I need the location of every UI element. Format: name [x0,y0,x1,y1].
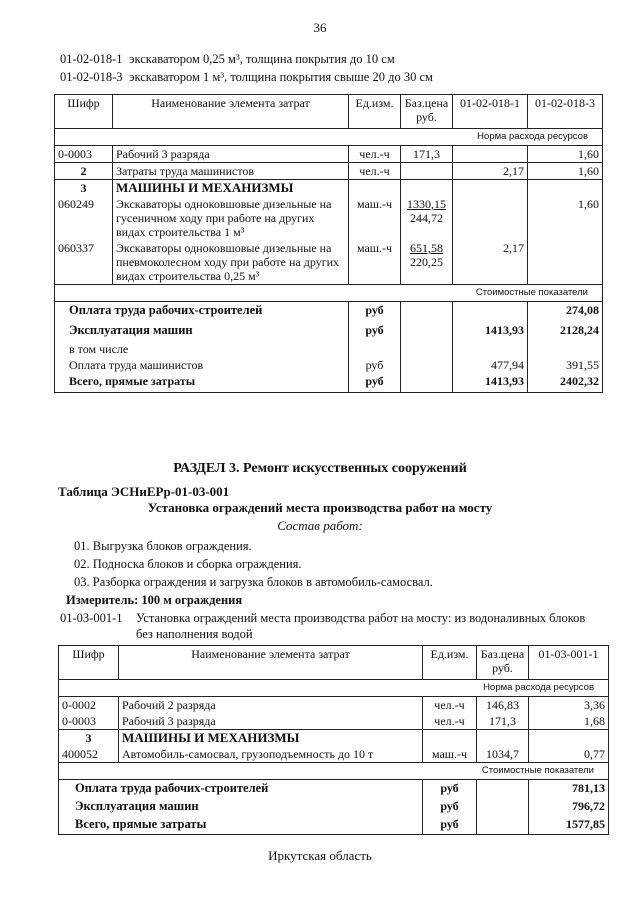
col-header-name: Наименование элемента затрат [119,646,423,680]
work-item: 03. Разборка ограждения и загрузка блоков в автомобиль-самосвал. [74,575,433,589]
cost-v1: 1413,93 [453,318,528,338]
work-composition-label: Состав работ: [277,518,363,533]
row-name: Затраты труда машинистов [113,163,349,180]
row-unit: маш.-ч [349,196,401,240]
page-footer: Иркутская область [268,848,372,863]
item-line [60,611,585,626]
header-text: экскаватором 1 м³, толщина покрытия свыше 20 до 30 см [129,70,433,84]
item-code: 01-03-001-1 [60,611,123,625]
cost-row [55,373,603,393]
row-code: 060249 [55,196,113,240]
section-title: РАЗДЕЛ 3. Ремонт искусственных сооружений [173,461,467,476]
cost-unit: руб [423,780,477,797]
cost-row [55,302,603,319]
row-code: 0-0002 [59,697,119,714]
row-code: 2 [55,163,113,180]
row-price: 171,3 [477,713,529,730]
table-row [55,240,603,285]
header-code: 01-02-018-1 [60,52,123,66]
col-header-name: Наименование элемента затрат [113,95,349,129]
cost-unit: руб [423,796,477,814]
table-row [55,163,603,180]
measurer: Измеритель: 100 м ограждения [66,593,243,607]
row-v1: 1,68 [529,713,609,730]
row-price [401,163,453,180]
row-name: Рабочий 3 разряда [119,713,423,730]
row-unit: чел.-ч [349,146,401,163]
row-v1: 3,36 [529,697,609,714]
row-v1: 2,17 [453,163,528,180]
cost-v1: 477,94 [453,357,528,373]
row-v1 [453,146,528,163]
row-name: Экскаваторы одноковшовые дизельные на гусеничном ходу при работе на других видах строительства 1 м³ [113,196,349,240]
cost-row [55,318,603,338]
row-price: 1034,7 [477,746,529,763]
row-unit: чел.-ч [423,713,477,730]
table-row [59,730,609,747]
row-v2: 1,60 [528,163,603,180]
table-row [55,196,603,240]
row-unit: маш.-ч [423,746,477,763]
col-header-unit: Ед.изм. [423,646,477,680]
cost-label-row [59,763,609,780]
norm-label: Норма расхода ресурсов [59,680,609,697]
table-row [55,146,603,163]
header-text: экскаватором 0,25 м³, толщина покрытия до 10 см [129,52,395,66]
norm-label: Норма расхода ресурсов [55,129,603,146]
work-item: 02. Подноска блоков и сборка ограждения. [74,557,302,571]
row-name: Экскаваторы одноковшовые дизельные на пневмоколесном ходу при работе на других видах строительства 0,25 м³ [113,240,349,285]
row-name: Рабочий 2 разряда [119,697,423,714]
cost-v1: 796,72 [529,796,609,814]
table-row [59,697,609,714]
col-header-price: Баз.цена руб. [477,646,529,680]
cost-name: Оплата труда рабочих-строителей [55,302,349,319]
cost-unit: руб [423,814,477,835]
cost-name: в том числе [55,338,349,357]
row-v2 [528,240,603,285]
row-code: 400052 [59,746,119,763]
work-item: 01. Выгрузка блоков ограждения. [74,539,252,553]
cost-row [55,338,603,357]
cost-name: Всего, прямые затраты [59,814,423,835]
cost-name: Эксплуатация машин [59,796,423,814]
cost-name: Эксплуатация машин [55,318,349,338]
cost-v1: 781,13 [529,780,609,797]
norm-label-row [59,680,609,697]
cost-v2: 2402,32 [528,373,603,393]
cost-v2: 2128,24 [528,318,603,338]
col-header-price: Баз.цена руб. [401,95,453,129]
cost-label: Стоимостные показатели [59,763,609,780]
table-id: Таблица ЭСНиЕРр-01-03-001 [58,484,230,499]
row-v2: 1,60 [528,196,603,240]
row-name: Рабочий 3 разряда [113,146,349,163]
cost-v2: 274,08 [528,302,603,319]
cost-row [59,814,609,835]
resource-table-2 [58,645,609,835]
row-name: МАШИНЫ И МЕХАНИЗМЫ [113,180,349,197]
norm-label-row [55,129,603,146]
header-line-1 [60,52,395,67]
col-header-code: Шифр [59,646,119,680]
table-header-row [59,646,609,680]
cost-unit: руб [349,373,401,393]
row-v1: 2,17 [453,240,528,285]
cost-label-row [55,285,603,302]
header-line-2 [60,70,433,85]
page-number: 36 [313,20,327,35]
row-name: Автомобиль-самосвал, грузоподъемность до 10 т [119,746,423,763]
cost-v2: 391,55 [528,357,603,373]
table-row [59,746,609,763]
row-unit: чел.-ч [349,163,401,180]
cost-v1 [453,302,528,319]
cost-label: Стоимостные показатели [55,285,603,302]
table-title: Установка ограждений места производства работ на мосту [147,500,493,515]
row-v1: 0,77 [529,746,609,763]
item-text: Установка ограждений места производства работ на мосту: из водоналивных блоков [136,611,586,625]
header-code: 01-02-018-3 [60,70,123,84]
cost-row [55,357,603,373]
row-code: 0-0003 [55,146,113,163]
table-row [55,180,603,197]
cost-name: Оплата труда машинистов [55,357,349,373]
row-v1 [453,196,528,240]
row-code: 060337 [55,240,113,285]
row-v2: 1,60 [528,146,603,163]
row-unit: маш.-ч [349,240,401,285]
row-unit: чел.-ч [423,697,477,714]
table-header-row [55,95,603,129]
cost-row [59,796,609,814]
row-code: 0-0003 [59,713,119,730]
col-header-v1: 01-03-001-1 [529,646,609,680]
cost-name: Оплата труда рабочих-строителей [59,780,423,797]
cost-unit: руб [349,318,401,338]
cost-name: Всего, прямые затраты [55,373,349,393]
row-code: 3 [55,180,113,197]
table-row [59,713,609,730]
item-text-cont: без наполнения водой [136,627,253,641]
row-name: МАШИНЫ И МЕХАНИЗМЫ [119,730,423,747]
resource-table-1 [54,94,603,393]
row-price: 651,58 220,25 [401,240,453,285]
row-price: 146,83 [477,697,529,714]
cost-v1: 1577,85 [529,814,609,835]
row-price: 171,3 [401,146,453,163]
row-price: 1330,15 244,72 [401,196,453,240]
col-header-v1: 01-02-018-1 [453,95,528,129]
col-header-code: Шифр [55,95,113,129]
cost-unit: руб [349,357,401,373]
row-code: 3 [59,730,119,747]
col-header-v2: 01-02-018-3 [528,95,603,129]
cost-v1: 1413,93 [453,373,528,393]
col-header-unit: Ед.изм. [349,95,401,129]
cost-row [59,780,609,797]
cost-unit: руб [349,302,401,319]
